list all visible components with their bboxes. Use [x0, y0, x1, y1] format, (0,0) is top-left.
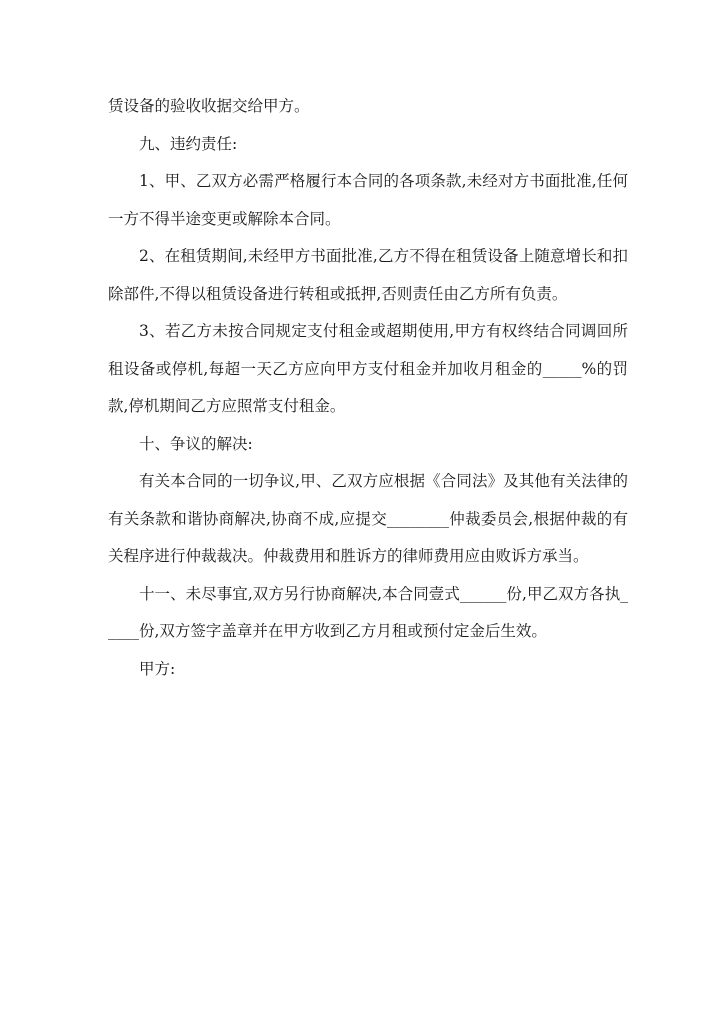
clause-breach-3: 3、若乙方未按合同规定支付租金或超期使用,甲方有权终结合同调回所租设备或停机,每超一天乙方应向甲方支付租金并加收月租金的_____%的罚款,停机期间乙方应照常支付租金。 [108, 322, 628, 415]
clause-dispute: 有关本合同的一切争议,甲、乙双方应根据《合同法》及其他有关法律的有关条款和谐协商解决,协商不成,应提交________仲裁委员会,根据仲裁的有关程序进行仲裁裁决。仲裁费用和胜诉方的律师费用应由败诉方承当。 [108, 472, 628, 565]
section-heading-breach: 九、违约责任: [139, 134, 238, 153]
document-body [108, 88, 628, 688]
paragraph-continuation: 赁设备的验收收据交给甲方。 [108, 97, 310, 115]
clause-miscellaneous: 十一、未尽事宜,双方另行协商解决,本合同壹式______份,甲乙双方各执_____份,双方签字盖章并在甲方收到乙方月租或预付定金后生效。 [108, 584, 628, 640]
signature-party-a: 甲方: [139, 659, 176, 678]
section-heading-dispute: 十、争议的解决: [139, 434, 253, 453]
clause-breach-1: 1、甲、乙双方必需严格履行本合同的各项条款,未经对方书面批准,任何一方不得半途变更或解除本合同。 [108, 172, 628, 228]
clause-breach-2: 2、在租赁期间,未经甲方书面批准,乙方不得在租赁设备上随意增长和扣除部件,不得以租赁设备进行转租或抵押,否则责任由乙方所有负责。 [108, 247, 628, 303]
